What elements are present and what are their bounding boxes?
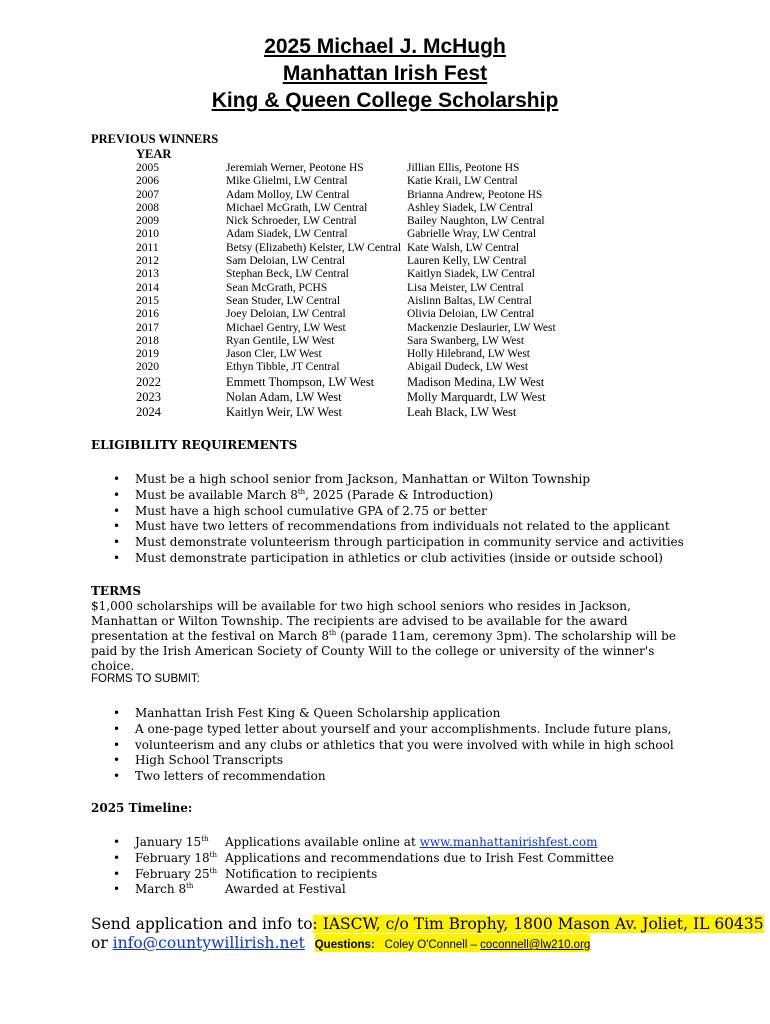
timeline-date: February 25 <box>135 866 210 881</box>
winner-king: Nolan Adam, LW West <box>226 389 342 404</box>
winner-queen: Molly Marquardt, LW West <box>407 389 546 404</box>
winner-king: Sam Deloian, LW Central <box>226 255 346 268</box>
title-line-2: Manhattan Irish Fest <box>282 62 488 85</box>
winner-queen: Lisa Meister, LW Central <box>407 281 524 294</box>
winner-year: 2015 <box>136 294 159 307</box>
winner-king: Ryan Gentile, LW West <box>226 334 335 347</box>
timeline-list <box>116 835 614 898</box>
ordinal-suffix: th <box>297 487 306 496</box>
winner-row <box>136 215 556 228</box>
winner-king: Jason Cler, LW West <box>226 348 322 361</box>
winner-king: Ethyn Tibble, JT Central <box>226 361 340 374</box>
list-item: • Must have a high school cumulative GPA of 2.75 or better <box>116 504 684 520</box>
winner-queen: Sara Swanberg, LW West <box>407 334 525 347</box>
winner-year: 2011 <box>136 241 159 254</box>
info-email-link[interactable]: info@countywillirish.net <box>112 934 305 952</box>
winner-king: Joey Deloian, LW Central <box>226 308 346 321</box>
eligibility-heading: ELIGIBILITY REQUIREMENTS <box>91 438 298 452</box>
winner-row <box>136 375 556 390</box>
year-column-heading: YEAR <box>136 147 172 161</box>
winner-king: Emmett Thompson, LW West <box>226 374 375 389</box>
terms-text: $1,000 scholarships will be available for two high school seniors who resides in Jackson, Manhattan or Wilton Township. The recipients are advised to be available for the award presentation at the festival on March 8 <box>91 599 631 643</box>
winner-king: Stephan Beck, LW Central <box>226 268 349 281</box>
winner-year: 2006 <box>136 175 159 188</box>
winner-queen: Gabrielle Wray, LW Central <box>407 228 537 241</box>
winner-queen: Ashley Siadek, LW Central <box>407 201 534 214</box>
contact-email-link[interactable]: coconnell@lw210.org <box>480 939 591 951</box>
winner-row <box>136 390 556 405</box>
list-item-text: Must be available March 8 <box>135 487 298 502</box>
winner-king: Mike Glielmi, LW Central <box>226 175 348 188</box>
winner-row <box>136 202 556 215</box>
timeline-text: Applications and recommendations due to Irish Fest Committee <box>225 850 614 865</box>
winners-table <box>136 162 556 420</box>
timeline-date: March 8 <box>135 882 187 897</box>
timeline-item: • January 15th Applications available online at www.manhattanirishfest.com <box>116 835 614 851</box>
winner-queen: Abigail Dudeck, LW West <box>407 361 529 374</box>
terms-heading: TERMS <box>91 584 141 598</box>
winner-king: Michael McGrath, LW Central <box>226 201 368 214</box>
send-lead: Send application and info to <box>91 915 313 933</box>
winner-queen: Mackenzie Deslaurier, LW West <box>407 321 556 334</box>
winner-row <box>136 335 556 348</box>
timeline-text: Notification to recipients <box>225 866 378 881</box>
send-application-block <box>91 915 764 955</box>
winner-row <box>136 228 556 241</box>
winner-queen: Bailey Naughton, LW Central <box>407 215 545 228</box>
winner-year: 2017 <box>136 321 159 334</box>
contact-name: Coley O'Connell – <box>384 939 481 951</box>
winner-king: Adam Molloy, LW Central <box>226 188 350 201</box>
forms-heading: FORMS TO SUBMIT: <box>91 673 200 685</box>
winner-year: 2013 <box>136 268 159 281</box>
list-item-continuation: • volunteerism and any clubs or athletics that you were involved with while in high school <box>116 738 674 754</box>
list-item: • High School Transcripts <box>116 753 674 769</box>
list-item: • Must demonstrate volunteerism through participation in community service and activities <box>116 535 684 551</box>
forms-list <box>116 706 674 785</box>
winner-row <box>136 189 556 202</box>
timeline-heading: 2025 Timeline: <box>91 801 193 815</box>
list-item <box>116 488 684 504</box>
winner-king: Nick Schroeder, LW Central <box>226 215 357 228</box>
winner-row <box>136 282 556 295</box>
winner-queen: Madison Medina, LW West <box>407 374 545 389</box>
winner-year: 2016 <box>136 308 159 321</box>
winner-queen: Jillian Ellis, Peotone HS <box>407 162 520 174</box>
or-text: or <box>91 934 113 952</box>
winner-year: 2005 <box>136 162 159 174</box>
winner-row <box>136 268 556 281</box>
title-line-3: King & Queen College Scholarship <box>211 89 559 112</box>
winner-year: 2024 <box>136 404 161 419</box>
list-item: • Must have two letters of recommendations from individuals not related to the applicant <box>116 519 684 535</box>
ordinal-suffix: th <box>328 629 337 637</box>
list-item: • Manhattan Irish Fest King & Queen Scholarship application <box>116 706 674 722</box>
winner-queen: Lauren Kelly, LW Central <box>407 255 527 268</box>
timeline-date: January 15 <box>135 835 202 849</box>
timeline-item: • February 25th Notification to recipients <box>116 867 614 883</box>
timeline-date: February 18 <box>135 850 210 865</box>
winner-year: 2007 <box>136 188 159 201</box>
terms-paragraph <box>91 599 681 674</box>
winner-queen: Katie Kraii, LW Central <box>407 175 518 188</box>
winner-row <box>136 361 556 374</box>
winner-queen: Leah Black, LW West <box>407 404 517 419</box>
winner-king: Sean Studer, LW Central <box>226 294 341 307</box>
winner-year: 2010 <box>136 228 159 241</box>
timeline-item: • February 18th Applications and recommendations due to Irish Fest Committee <box>116 851 614 867</box>
winner-row <box>136 348 556 361</box>
winner-king: Adam Siadek, LW Central <box>226 228 348 241</box>
winner-year: 2012 <box>136 255 159 268</box>
winner-year: 2014 <box>136 281 159 294</box>
festival-website-link[interactable]: www.manhattanirishfest.com <box>419 835 598 849</box>
list-item: • Must be a high school senior from Jackson, Manhattan or Wilton Township <box>116 472 684 488</box>
winner-queen: Olivia Deloian, LW Central <box>407 308 535 321</box>
winner-row <box>136 242 556 255</box>
winner-year: 2018 <box>136 334 159 347</box>
winner-king: Betsy (Elizabeth) Kelster, LW Central <box>226 241 402 254</box>
winner-king: Michael Gentry, LW West <box>226 321 346 334</box>
list-item-text: , 2025 (Parade & Introduction) <box>305 487 494 502</box>
winner-year: 2009 <box>136 215 159 228</box>
winner-row <box>136 175 556 188</box>
mailing-address: : IASCW, c/o Tim Brophy, 1800 Mason Av. Joliet, IL 60435 <box>312 915 764 933</box>
winner-row <box>136 322 556 335</box>
list-item: • Two letters of recommendation <box>116 769 674 785</box>
winner-king: Kaitlyn Weir, LW West <box>226 404 342 419</box>
winner-year: 2008 <box>136 201 159 214</box>
document-title <box>0 33 770 114</box>
winner-row <box>136 308 556 321</box>
timeline-item: • March 8th Awarded at Festival <box>116 882 614 898</box>
timeline-text: Applications available online at <box>225 835 416 849</box>
winner-year: 2020 <box>136 361 159 374</box>
questions-label: Questions: <box>314 939 375 951</box>
winner-row <box>136 162 556 175</box>
winner-row <box>136 295 556 308</box>
list-item: • Must demonstrate participation in athletics or club activities (inside or outside school) <box>116 551 684 567</box>
winner-queen: Holly Hilebrand, LW West <box>407 348 530 361</box>
winner-queen: Kate Walsh, LW Central <box>407 241 520 254</box>
eligibility-list <box>116 472 684 567</box>
winner-queen: Kaitlyn Siadek, LW Central <box>407 268 535 281</box>
winner-king: Sean McGrath, PCHS <box>226 281 328 294</box>
winner-row <box>136 405 556 420</box>
title-line-1: 2025 Michael J. McHugh <box>264 35 506 58</box>
winner-queen: Brianna Andrew, Peotone HS <box>407 188 543 201</box>
timeline-text: Awarded at Festival <box>225 882 346 897</box>
terms-text: (parade 11am, ceremony 3pm). The scholarship will be paid by the Irish American Society of County Will to the college or university of the winner's choice. <box>91 629 676 673</box>
winner-row <box>136 255 556 268</box>
previous-winners-heading: PREVIOUS WINNERS <box>91 132 219 146</box>
winner-year: 2022 <box>136 374 161 389</box>
list-item: • A one-page typed letter about yourself and your accomplishments. Include future plans, <box>116 722 674 738</box>
winner-year: 2019 <box>136 348 159 361</box>
winner-year: 2023 <box>136 389 161 404</box>
winner-king: Jeremiah Werner, Peotone HS <box>226 162 364 174</box>
winner-queen: Aislinn Baltas, LW Central <box>407 294 532 307</box>
